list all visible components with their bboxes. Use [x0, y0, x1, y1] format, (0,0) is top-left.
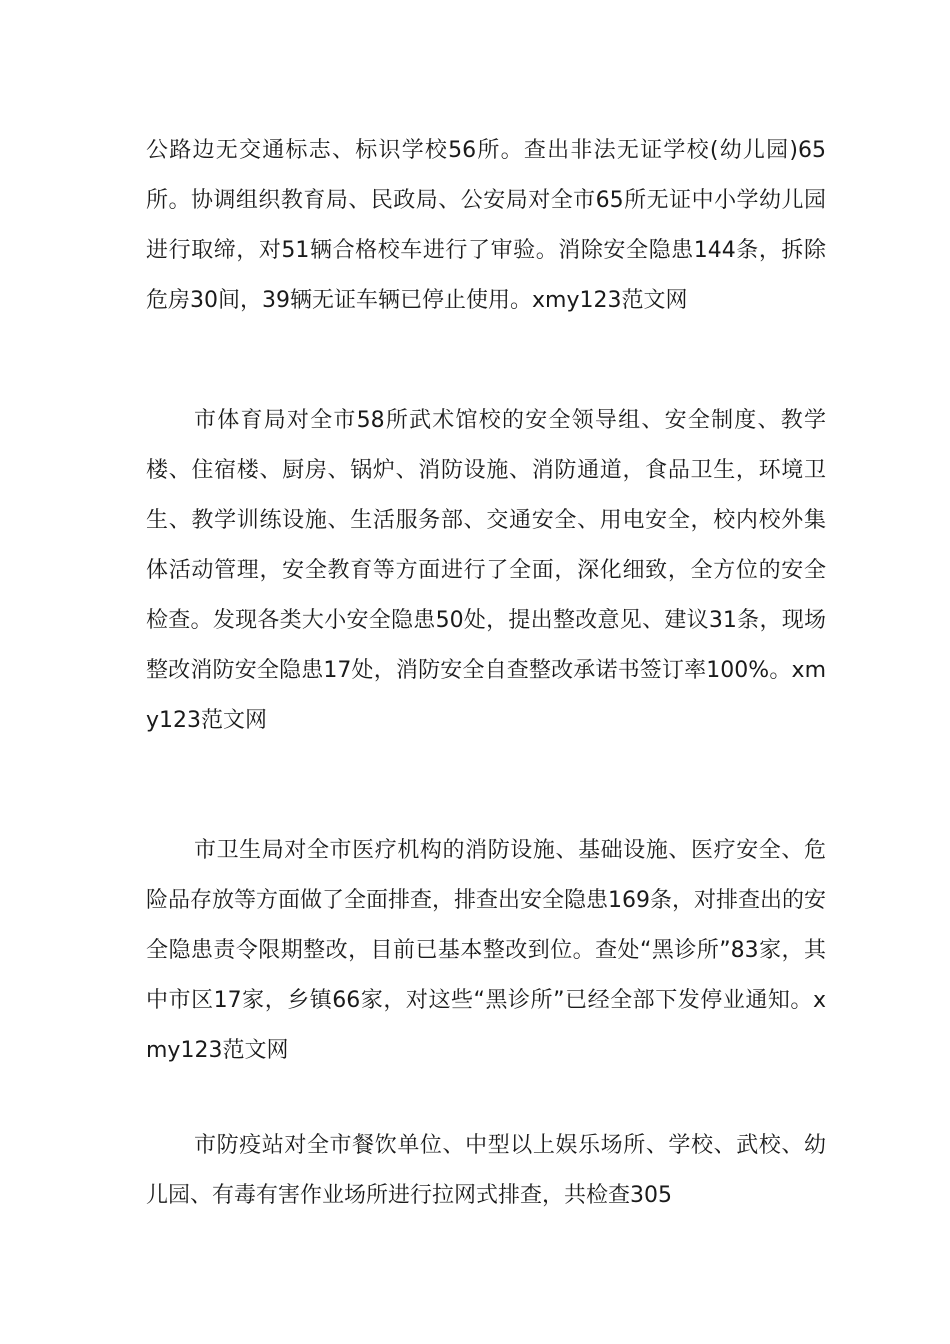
paragraph-school-safety: 公路边无交通标志、标识学校56所。查出非法无证学校(幼儿园)65所。协调组织教育局、民政局、公安局对全市65所无证中小学幼儿园进行取缔，对51辆合格校车进行了审验。消除安全隐患144条，拆除危房30间，39辆无证车辆已停止使用。xmy123范文网	[146, 138, 827, 313]
paragraph-sports-bureau: 市体育局对全市58所武术馆校的安全领导组、安全制度、教学楼、住宿楼、厨房、锅炉、消防设施、消防通道，食品卫生，环境卫生、教学训练设施、生活服务部、交通安全、用电安全，校内校外集体活动管理，安全教育等方面进行了全面，深化细致，全方位的安全检查。发现各类大小安全隐患50处，提出整改意见、建议31条，现场整改消防安全隐患17处，消防安全自查整改承诺书签订率100%。xmy123范文网	[146, 408, 826, 733]
paragraph-epidemic-station: 市防疫站对全市餐饮单位、中型以上娱乐场所、学校、武校、幼儿园、有毒有害作业场所进行拉网式排查，共检查305	[146, 1133, 826, 1208]
paragraph-health-bureau: 市卫生局对全市医疗机构的消防设施、基础设施、医疗安全、危险品存放等方面做了全面排查，排查出安全隐患169条，对排查出的安全隐患责令限期整改，目前已基本整改到位。查处“黑诊所”83家，其中市区17家，乡镇66家，对这些“黑诊所”已经全部下发停业通知。xmy123范文网	[146, 838, 826, 1063]
